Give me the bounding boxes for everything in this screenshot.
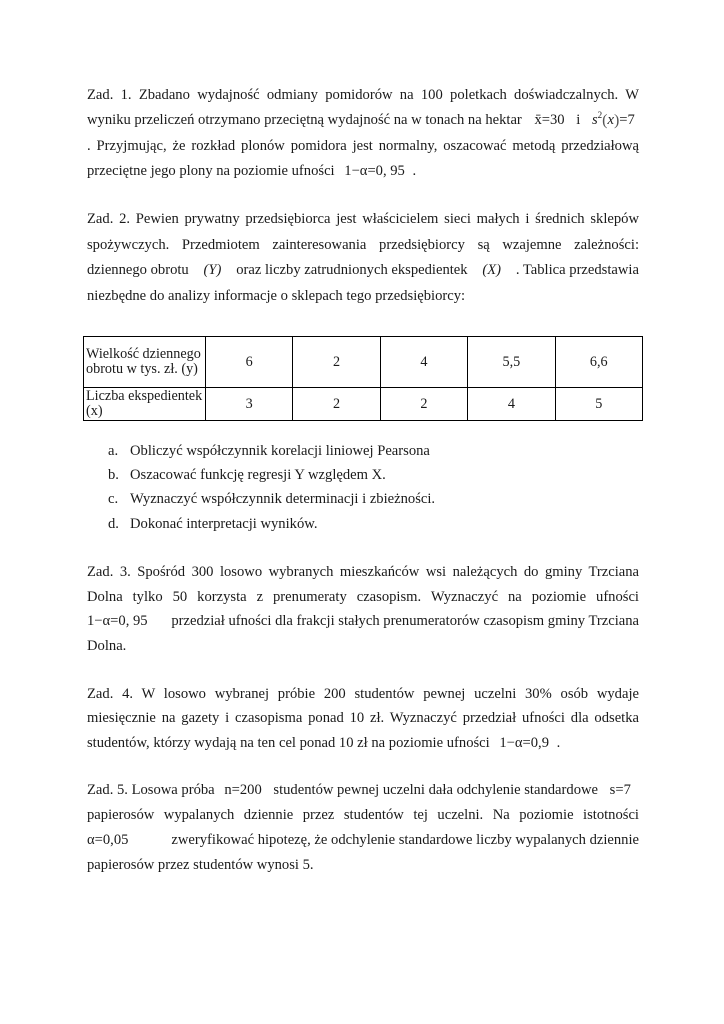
zad1-confidence-formula: 1−α=0, 95: [344, 163, 405, 179]
zad1-line-4: [87, 162, 639, 180]
zad1-sup-2: 2: [597, 110, 603, 120]
table-cell: 6,6: [555, 337, 642, 388]
zad1-mean-formula: x̄=30: [534, 112, 565, 128]
list-item: [108, 442, 430, 460]
zad5-line-1-a: Zad. 5. Losowa próba: [87, 782, 215, 798]
table-cell: 4: [380, 337, 467, 388]
zad3-line-2: Dolna tylko 50 korzysta z prenumeraty czasopism. Wyznaczyć na poziomie ufności: [87, 589, 639, 605]
list-item: [108, 515, 318, 533]
zad1-variance-value: =7: [619, 112, 635, 128]
zad2-line-3-a: dziennego obrotu: [87, 262, 189, 278]
table-cell: 2: [293, 388, 380, 421]
zad2-line-2: spożywczych. Przedmiotem zainteresowania przedsiębiorcy są wzajemne zależności:: [87, 237, 639, 253]
table-cell: 4: [468, 388, 555, 421]
zad2-X-symbol: (X): [482, 262, 502, 278]
table-cell: 2: [380, 388, 467, 421]
zad5-alpha-formula: α=0,05: [87, 832, 129, 848]
zad3-line-1: Zad. 3. Spośród 300 losowo wybranych mieszkańców wsi należących do gminy Trzciana: [87, 564, 639, 580]
list-item-text: Oszacować funkcję regresji Y względem X.: [130, 467, 386, 483]
zad4-line-2: miesięcznie na gazety i czasopisma ponad 10 zł. Wyznaczyć przedział ufności dla odsetka: [87, 710, 639, 726]
list-item-label: a.: [108, 443, 119, 459]
zad5-s-formula: s=7: [609, 782, 631, 798]
zad1-x-symbol: x: [607, 112, 614, 128]
zad1-and-word: i: [576, 112, 581, 128]
list-item-label: c.: [108, 491, 119, 507]
table-cell: 5,5: [468, 337, 555, 388]
row-header-turnover: Wielkość dziennego obrotu w tys. zł. (y): [84, 337, 206, 388]
zad1-variance-formula: [592, 112, 635, 128]
list-item-text: Dokonać interpretacji wyników.: [130, 516, 318, 532]
data-table: [83, 336, 643, 421]
zad2-line-3-b: oraz liczby zatrudnionych ekspedientek: [236, 262, 468, 278]
zad3-line-3: [87, 612, 639, 630]
list-item-label: b.: [108, 467, 119, 483]
zad1-line-2-text: wyniku przeliczeń otrzymano przeciętną wydajność na w tonach na hektar: [87, 112, 522, 128]
zad5-line-3: [87, 831, 639, 849]
table-cell: 2: [293, 337, 380, 388]
table-row: [84, 337, 643, 388]
zad5-line-4: papierosów przez studentów wynosi 5.: [87, 857, 314, 873]
list-item: [108, 466, 386, 484]
zad3-line-3-text: przedział ufności dla frakcji stałych prenumeratorów czasopism gminy Trzciana: [171, 613, 639, 629]
list-item: [108, 490, 435, 508]
zad1-line-1: Zad. 1. Zbadano wydajność odmiany pomidorów na 100 poletkach doświadczalnych. W: [87, 87, 639, 103]
zad5-line-1: [87, 781, 639, 799]
zad1-line-3: . Przyjmując, że rozkład plonów pomidora jest normalny, oszacować metodą przedziałową: [87, 138, 639, 154]
zad3-line-4: Dolna.: [87, 638, 127, 654]
zad5-line-1-b: studentów pewnej uczelni dała odchylenie standardowe: [273, 782, 599, 798]
table-cell: 6: [206, 337, 293, 388]
zad5-line-3-text: zweryfikować hipotezę, że odchylenie standardowe liczby wypalanych dziennie: [171, 832, 639, 848]
list-item-text: Obliczyć współczynnik korelacji liniowej Pearsona: [130, 443, 430, 459]
zad4-confidence-formula: 1−α=0,9: [499, 735, 550, 751]
zad1-open-paren: (: [602, 112, 608, 129]
zad4-line-1: Zad. 4. W losowo wybranej próbie 200 studentów pewnej uczelni 30% osób wydaje: [87, 686, 639, 702]
zad2-Y-symbol: (Y): [203, 262, 222, 278]
zad2-line-4: niezbędne do analizy informacje o sklepach tego przedsiębiorcy:: [87, 288, 466, 304]
zad5-n-formula: n=200: [224, 782, 262, 798]
zad4-period: .: [556, 735, 561, 751]
zad4-line-3-text: studentów, którzy wydają na ten cel ponad 10 zł na poziomie ufności: [87, 735, 490, 751]
table-cell: 5: [555, 388, 642, 421]
table-row: [84, 388, 643, 421]
zad1-period: .: [412, 163, 417, 179]
zad2-line-1: Zad. 2. Pewien prywatny przedsiębiorca jest właścicielem sieci małych i średnich sklepów: [87, 211, 639, 227]
list-item-text: Wyznaczyć współczynnik determinacji i zbieżności.: [130, 491, 436, 507]
table-cell: 3: [206, 388, 293, 421]
zad3-confidence-formula: 1−α=0, 95: [87, 613, 148, 629]
zad2-line-3: [87, 261, 639, 279]
zad1-close-paren: ): [613, 112, 620, 129]
row-header-staff: Liczba ekspedientek (x): [84, 388, 206, 421]
list-item-label: d.: [108, 516, 119, 532]
zad2-line-3-c: . Tablica przedstawia: [515, 262, 639, 278]
zad1-line-2: [87, 111, 639, 130]
zad1-s-symbol: s: [591, 112, 598, 128]
zad4-line-3: [87, 734, 639, 752]
zad5-line-2: papierosów wypalanych dziennie przez studentów tej uczelni. Na poziomie istotności: [87, 807, 639, 823]
zad1-line-4-text: przeciętne jego plony na poziomie ufności: [87, 163, 335, 179]
